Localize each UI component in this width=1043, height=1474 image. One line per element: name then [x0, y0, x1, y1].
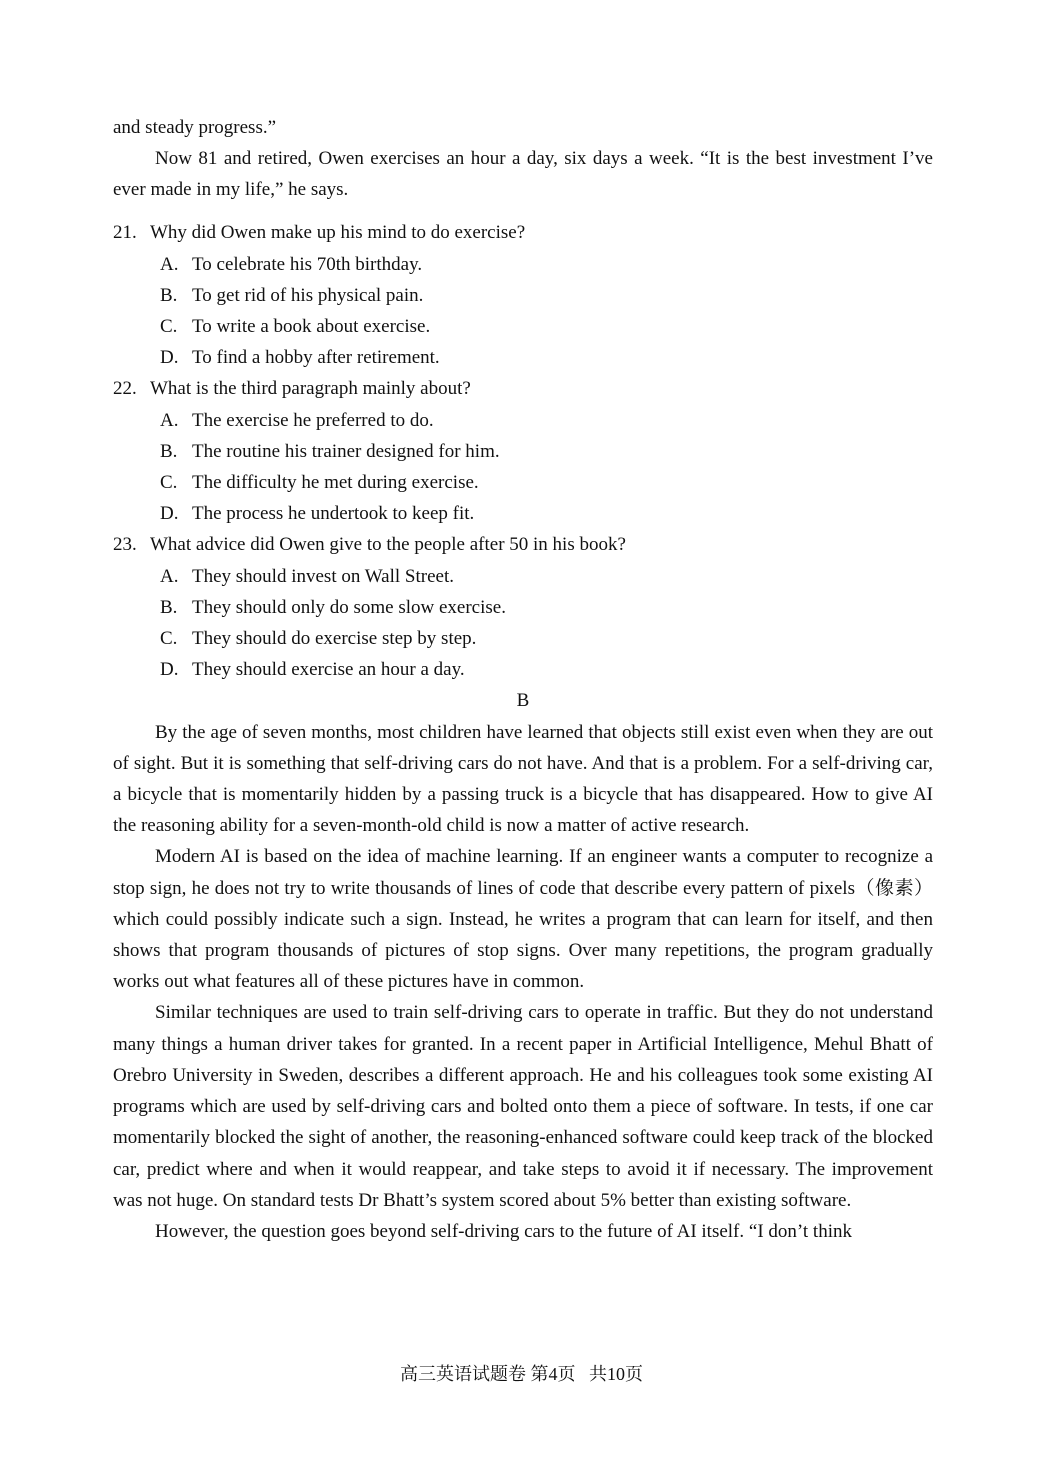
question-stem: Why did Owen make up his mind to do exercise? [150, 222, 526, 244]
passage-a-continuation: and steady progress.” [113, 117, 277, 138]
option-d: D. The process he undertook to keep fit. [160, 503, 475, 525]
passage-b-paragraph-2: Modern AI is based on the idea of machine learning. If an engineer wants a computer to recognize a stop sign, he does not try to write thousands of lines of code that describe every pattern of pixels（像素）which could possibly indicate such a sign. Instead, he writes a program that can learn for itself, and then shows that program thousands of pictures of stop signs. Over many repetitions, the program gradually works out what features all of these pictures have in common. [113, 846, 933, 993]
exam-page [113, 112, 933, 1247]
section-heading: B [516, 690, 530, 712]
footer-total-pages: 共10页 [589, 1364, 643, 1384]
question-number: 23. [113, 534, 137, 556]
question-22 [113, 373, 933, 529]
option-d: D. They should exercise an hour a day. [160, 659, 465, 681]
passage-a-final-paragraph: Now 81 and retired, Owen exercises an hour a day, six days a week. “It is the best investment I’ve ever made in my life,” he says. [113, 148, 933, 201]
question-21 [113, 217, 933, 373]
option-b: B. They should only do some slow exercise. [160, 596, 506, 618]
footer-title: 高三英语试题卷 [400, 1364, 526, 1384]
option-c: C. To write a book about exercise. [160, 316, 431, 338]
page-footer [0, 1362, 1043, 1386]
question-23 [113, 529, 933, 685]
option-b: B. The routine his trainer designed for him. [160, 440, 500, 462]
option-c: C. The difficulty he met during exercise. [160, 472, 479, 494]
question-stem: What advice did Owen give to the people after 50 in his book? [150, 534, 626, 556]
option-a: A. They should invest on Wall Street. [160, 565, 454, 587]
option-b: B. To get rid of his physical pain. [160, 284, 424, 306]
passage-b-paragraph-4: However, the question goes beyond self-driving cars to the future of AI itself. “I don’t think [155, 1220, 852, 1242]
question-stem: What is the third paragraph mainly about? [150, 378, 471, 400]
footer-page-number: 第4页 [530, 1364, 576, 1384]
option-d: D. To find a hobby after retirement. [160, 347, 440, 369]
option-c: C. They should do exercise step by step. [160, 628, 477, 650]
question-number: 21. [113, 222, 137, 244]
option-a: A. To celebrate his 70th birthday. [160, 253, 423, 275]
option-a: A. The exercise he preferred to do. [160, 409, 434, 431]
passage-b-paragraph-3: Similar techniques are used to train self-driving cars to operate in traffic. But they do not understand many things a human driver takes for granted. In a recent paper in Artificial Intelligence, Mehul Bhatt of Orebro University in Sweden, describes a different approach. He and his colleagues took some existing AI programs which are used by self-driving cars and bolted onto them a piece of software. In tests, if one car momentarily blocked the sight of another, the reasoning-enhanced software could keep track of the blocked car, predict where and when it would reappear, and take steps to avoid it if necessary. The improvement was not huge. On standard tests Dr Bhatt’s system scored about 5% better than existing software. [113, 1002, 933, 1211]
question-number: 22. [113, 378, 137, 400]
passage-b-paragraph-1: By the age of seven months, most children have learned that objects still exist even when they are out of sight. But it is something that self-driving cars do not have. And that is a problem. For a self-driving car, a bicycle that is momentarily hidden by a passing truck is a bicycle that has disappeared. How to give AI the reasoning ability for a seven-month-old child is now a matter of active research. [113, 721, 933, 837]
